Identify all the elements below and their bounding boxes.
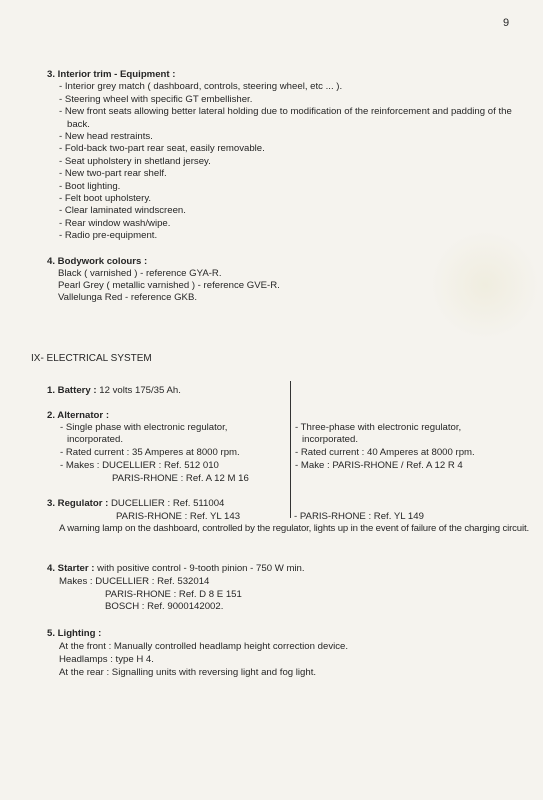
list-item: - Boot lighting. xyxy=(59,180,121,192)
alternator-right-line: - Rated current : 40 Amperes at 8000 rpm. xyxy=(295,447,475,458)
page-number: 9 xyxy=(503,17,510,29)
alternator-left-line: - Rated current : 35 Amperes at 8000 rpm. xyxy=(60,447,240,458)
list-item: - Rear window wash/wipe. xyxy=(59,217,171,229)
bodywork-colour-item: Pearl Grey ( metallic varnished ) - reference GVE-R. xyxy=(58,280,280,291)
starter-spec xyxy=(47,563,305,575)
alternator-heading: 2. Alternator : xyxy=(47,410,110,421)
interior-trim-section xyxy=(47,69,527,243)
paper-stain xyxy=(430,230,540,340)
list-item: - Fold-back two-part rear seat, easily removable. xyxy=(59,143,265,155)
starter-label: 4. Starter : xyxy=(47,563,95,574)
lighting-line: At the rear : Signalling units with reversing light and fog light. xyxy=(59,667,317,678)
regulator-spec xyxy=(47,498,224,510)
list-item: - New head restraints. xyxy=(59,131,153,143)
regulator-line: DUCELLIER : Ref. 511004 xyxy=(110,498,225,509)
bodywork-colour-item: Black ( varnished ) - reference GYA-R. xyxy=(58,268,222,279)
regulator-note: A warning lamp on the dashboard, controlled by the regulator, lights up in the event of failure of the charging circuit. xyxy=(59,523,529,534)
list-item: - Radio pre-equipment. xyxy=(59,230,158,242)
battery-label: 1. Battery : xyxy=(47,385,97,396)
lighting-heading: 5. Lighting : xyxy=(47,628,102,639)
alternator-left-line: - Single phase with electronic regulator, xyxy=(60,422,228,433)
alternator-left-line: incorporated. xyxy=(67,434,123,445)
lighting-line: Headlamps : type H 4. xyxy=(59,654,154,665)
battery-value: 12 volts 175/35 Ah. xyxy=(99,385,181,396)
list-item: - Felt boot upholstery. xyxy=(59,193,152,205)
starter-make-line: PARIS-RHONE : Ref. D 8 E 151 xyxy=(105,589,242,600)
regulator-right-line: - PARIS-RHONE : Ref. YL 149 xyxy=(294,511,424,522)
chapter-title: IX- ELECTRICAL SYSTEM xyxy=(31,353,152,364)
starter-make-line: BOSCH : Ref. 9000142002. xyxy=(105,601,224,612)
list-item: - Interior grey match ( dashboard, controls, steering wheel, etc ... ). xyxy=(59,81,343,93)
interior-trim-list xyxy=(59,81,527,242)
alternator-right-line: incorporated. xyxy=(302,434,358,445)
list-item: - Clear laminated windscreen. xyxy=(59,205,186,217)
list-item: - Steering wheel with specific GT embellisher. xyxy=(59,93,253,105)
battery-spec xyxy=(47,385,181,397)
starter-value: with positive control - 9-tooth pinion - 750 W min. xyxy=(97,563,305,574)
regulator-line: PARIS-RHONE : Ref. YL 143 xyxy=(116,511,241,522)
regulator-label: 3. Regulator : xyxy=(47,498,109,509)
list-item: - Seat upholstery in shetland jersey. xyxy=(59,155,211,167)
list-item: - New front seats allowing better lateral holding due to modification of the reinforcement and padding of the back. xyxy=(59,106,512,130)
alternator-left-line: - Makes : DUCELLIER : Ref. 512 010 xyxy=(60,460,219,471)
list-item: - New two-part rear shelf. xyxy=(59,168,167,180)
column-divider xyxy=(290,381,291,518)
starter-make-line: Makes : DUCELLIER : Ref. 532014 xyxy=(59,576,210,587)
bodywork-colour-item: Vallelunga Red - reference GKB. xyxy=(58,292,198,303)
alternator-right-line: - Three-phase with electronic regulator, xyxy=(295,422,462,433)
bodywork-heading: 4. Bodywork colours : xyxy=(47,256,148,267)
lighting-line: At the front : Manually controlled headlamp height correction device. xyxy=(59,641,349,652)
alternator-left-line: PARIS-RHONE : Ref. A 12 M 16 xyxy=(112,473,249,484)
alternator-right-line: - Make : PARIS-RHONE / Ref. A 12 R 4 xyxy=(295,460,463,471)
interior-trim-heading: 3. Interior trim - Equipment : xyxy=(47,69,176,80)
